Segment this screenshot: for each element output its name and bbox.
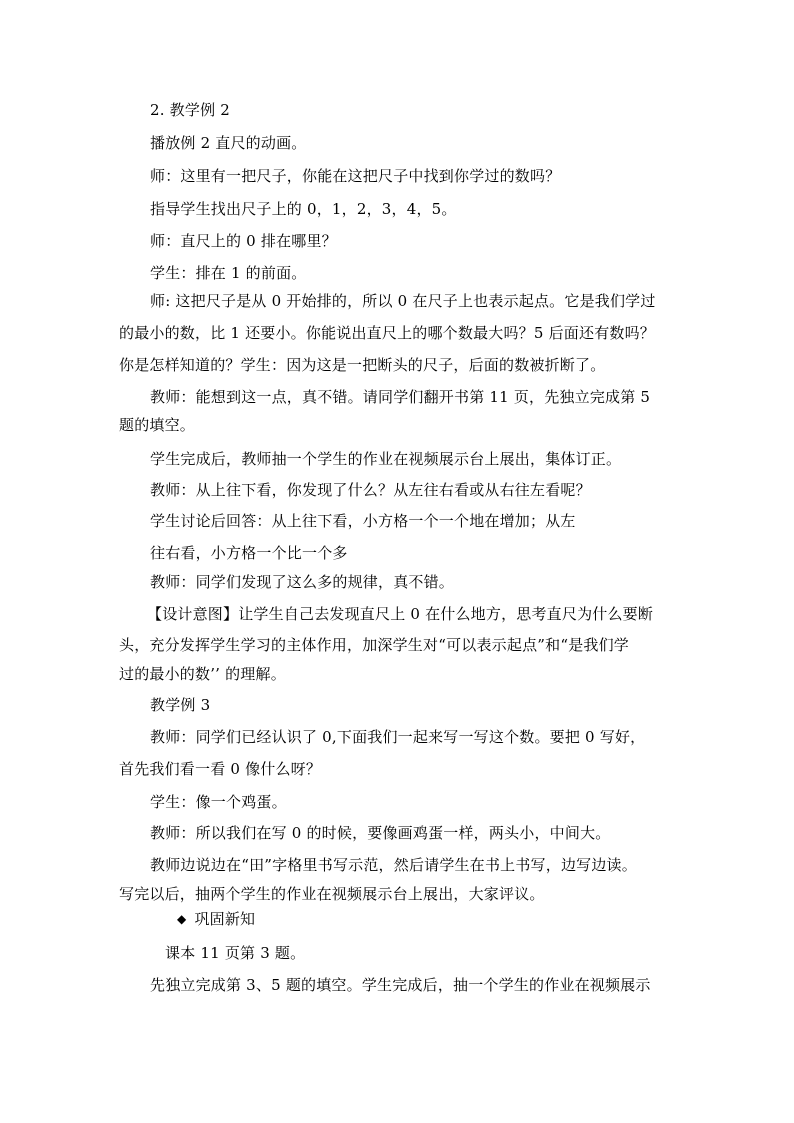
section-heading-consolidate xyxy=(177,909,255,929)
paragraph-line: 教师：能想到这一点，真不错。请同学们翻开书第 11 页，先独立完成第 5 xyxy=(150,388,651,406)
paragraph-line: 首先我们看一看 0 像什么呀？ xyxy=(119,760,322,778)
paragraph-line: 教师：同学们已经认识了 0,下面我们一起来写一写这个数。要把 0 写好， xyxy=(150,728,646,746)
paragraph-line: 教师：从上往下看，你发现了什么？从左往右看或从右往左看呢？ xyxy=(150,481,591,499)
paragraph-line: 写完以后，抽两个学生的作业在视频展示台上展出，大家评议。 xyxy=(119,885,545,903)
paragraph-line: 指导学生找出尺子上的 0，1，2，3，4，5。 xyxy=(150,200,457,218)
section-heading-label: 巩固新知 xyxy=(194,910,256,928)
paragraph-line: 的最小的数，比 1 还要小。你能说出直尺上的哪个数最大吗？5 后面还有数吗？ xyxy=(119,324,655,342)
paragraph-line: 教师：所以我们在写 0 的时候，要像画鸡蛋一样，两头小，中间大。 xyxy=(150,824,611,842)
design-intent-line: 【设计意图】让学生自己去发现直尺上 0 在什么地方，思考直尺为什么要断 xyxy=(147,605,654,623)
paragraph-line: 播放例 2 直尺的动画。 xyxy=(150,134,307,152)
paragraph-line: 师：这里有一把尺子，你能在这把尺子中找到你学过的数吗？ xyxy=(150,167,561,185)
paragraph-line: 教师：同学们发现了这么多的规律，真不错。 xyxy=(150,573,455,591)
paragraph-line: 题的填空。 xyxy=(119,416,196,434)
paragraph-line: 先独立完成第 3、5 题的填空。学生完成后，抽一个学生的作业在视频展示 xyxy=(150,976,651,994)
paragraph-line: 你是怎样知道的？学生：因为这是一把断头的尺子，后面的数被折断了。 xyxy=(119,356,606,374)
paragraph-line: 师: 这把尺子是从 0 开始排的，所以 0 在尺子上也表示起点。它是我们学过 xyxy=(150,292,656,310)
paragraph-line: 学生完成后，教师抽一个学生的作业在视频展示台上展出，集体订正。 xyxy=(150,450,622,468)
paragraph-line: 头，充分发挥学生学习的主体作用，加深学生对“可以表示起点”和“是我们学 xyxy=(119,636,630,654)
paragraph-line: 师：直尺上的 0 排在哪里？ xyxy=(150,232,337,250)
paragraph-line: 课本 11 页第 3 题。 xyxy=(165,944,306,962)
paragraph-line: 学生讨论后回答：从上往下看，小方格一个一个地在增加；从左 xyxy=(150,512,576,530)
diamond-bullet-icon: ◆ xyxy=(177,912,187,926)
paragraph-line: 教师边说边在“田”字格里书写示范，然后请学生在书上书写，边写边读。 xyxy=(150,856,637,874)
paragraph-line: 学生：排在 1 的前面。 xyxy=(150,264,307,282)
section-heading-example-3: 教学例 3 xyxy=(150,696,211,714)
paragraph-line: 学生：像一个鸡蛋。 xyxy=(150,793,287,811)
paragraph-line: 往右看，小方格一个比一个多 xyxy=(150,544,348,562)
section-heading-example-2: 2. 教学例 2 xyxy=(150,101,230,119)
paragraph-line: 过的最小的数’’ 的理解。 xyxy=(119,665,286,683)
